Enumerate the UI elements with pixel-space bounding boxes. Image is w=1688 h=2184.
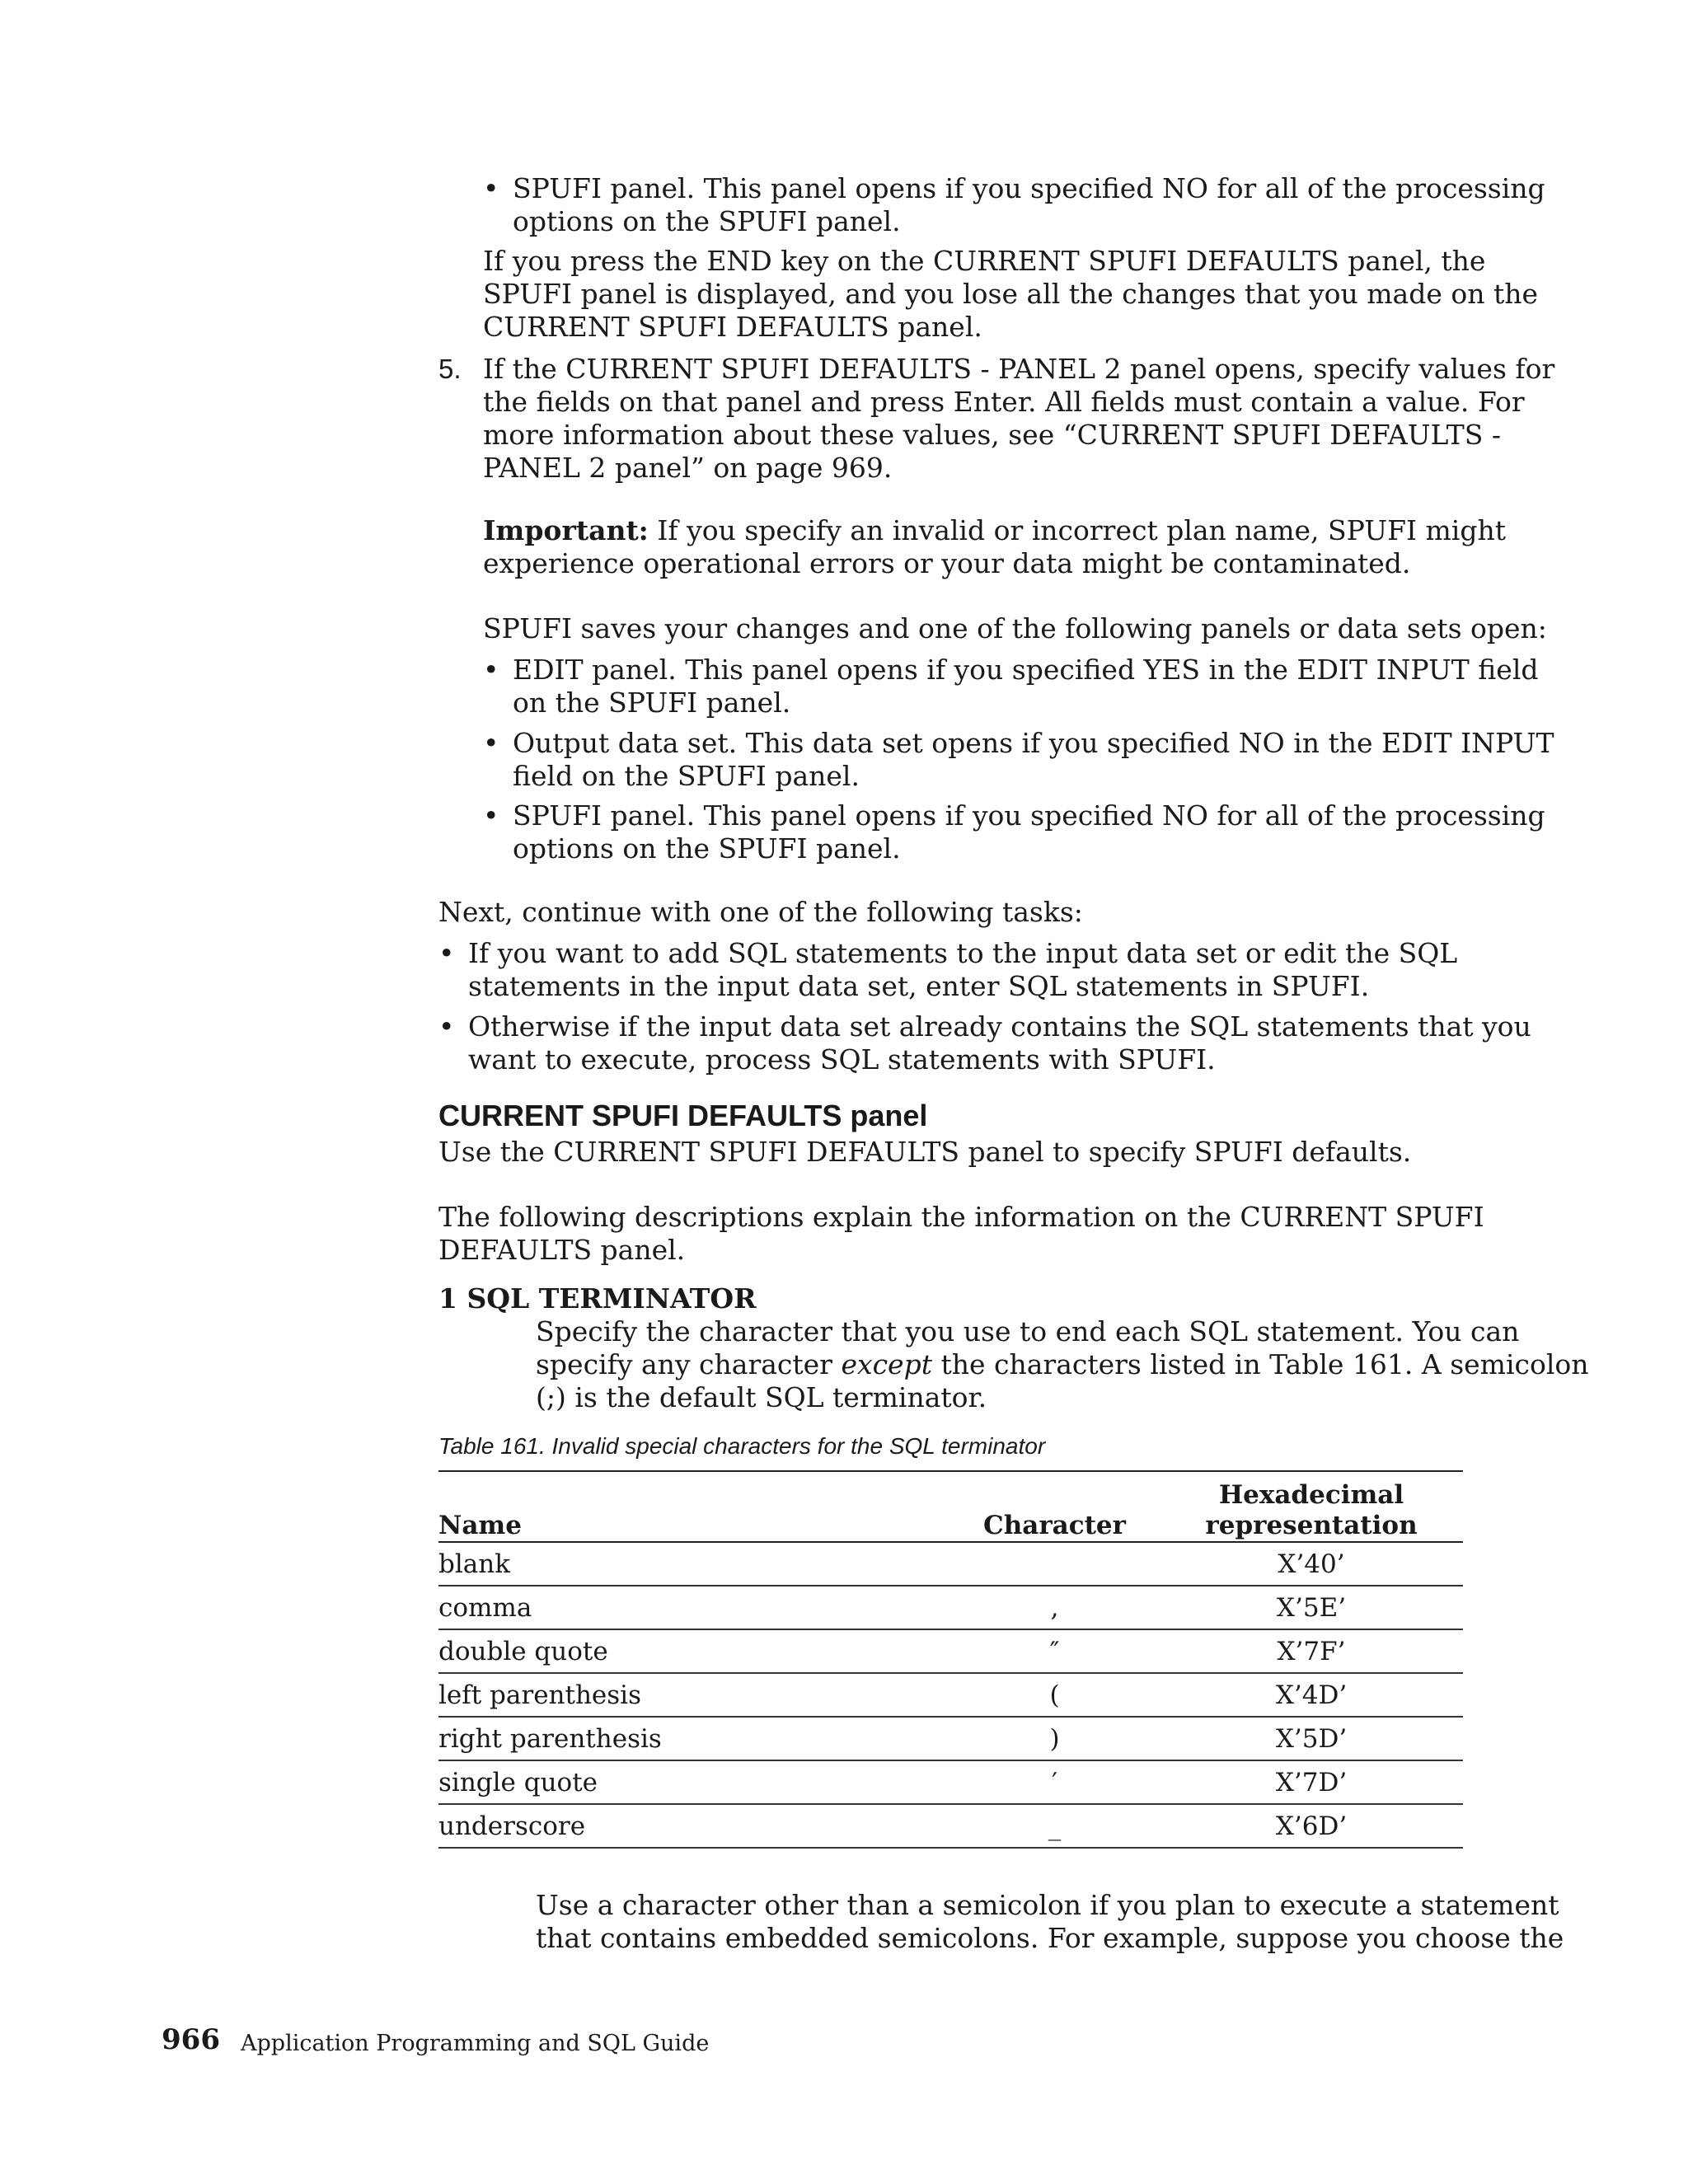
important-note xyxy=(483,514,1506,580)
cell-name: blank xyxy=(438,1549,510,1579)
paragraph: SPUFI saves your changes and one of the following panels or data sets open: xyxy=(483,612,1547,644)
term-title: 1 SQL TERMINATOR xyxy=(438,1282,757,1315)
column-header-hex xyxy=(1160,1471,1463,1542)
text-line: PANEL 2 panel” on page 969. xyxy=(483,452,893,484)
cell-character: _ xyxy=(1048,1811,1062,1841)
list-item-text-line: If you want to add SQL statements to the input data set or edit the SQL xyxy=(468,937,1458,969)
table-header-row xyxy=(438,1471,1463,1542)
text-fragment: specify any character xyxy=(536,1348,842,1380)
cell-name: single quote xyxy=(438,1767,598,1797)
list-item-text-line: statements in the input data set, enter SQL statements in SPUFI. xyxy=(468,970,1370,1002)
step-number: 5. xyxy=(438,354,462,384)
bullet-icon: • xyxy=(438,1010,455,1043)
text-line: the fields on that panel and press Enter. All fields must contain a value. For xyxy=(483,386,1525,418)
cell-name: underscore xyxy=(438,1811,586,1841)
list-item-text-line: on the SPUFI panel. xyxy=(513,687,791,719)
text-fragment: the characters listed in Table 161. A semicolon xyxy=(931,1348,1589,1380)
list-item-text-line: want to execute, process SQL statements with SPUFI. xyxy=(468,1043,1216,1076)
important-label: Important: xyxy=(483,514,649,546)
section-intro: Use the CURRENT SPUFI DEFAULTS panel to specify SPUFI defaults. xyxy=(438,1136,1412,1168)
text-line: (;) is the default SQL terminator. xyxy=(536,1381,987,1413)
cell-character: ( xyxy=(1049,1680,1060,1710)
header-line: representation xyxy=(1205,1511,1418,1540)
text-line: CURRENT SPUFI DEFAULTS panel. xyxy=(483,311,982,343)
page-number: 966 xyxy=(162,2023,220,2056)
text-line: DEFAULTS panel. xyxy=(438,1234,686,1266)
cell-name: left parenthesis xyxy=(438,1680,642,1710)
list-item-text-line: SPUFI panel. This panel opens if you specified NO for all of the processing xyxy=(513,172,1545,204)
cell-hex: X’7D’ xyxy=(1275,1767,1348,1797)
paragraph xyxy=(483,245,1538,344)
invalid-characters-table xyxy=(438,1470,1463,1849)
paragraph xyxy=(438,1201,1484,1267)
text-line: If you specify an invalid or incorrect plan name, SPUFI might xyxy=(657,514,1506,546)
table-row xyxy=(438,1542,1463,1586)
paragraph xyxy=(536,1889,1564,1955)
cell-hex: X’40’ xyxy=(1278,1549,1345,1579)
text-line: SPUFI panel is displayed, and you lose all the changes that you made on the xyxy=(483,278,1538,310)
column-header-character: Character xyxy=(983,1511,1126,1540)
cell-name: comma xyxy=(438,1592,532,1623)
table-row xyxy=(438,1673,1463,1717)
bullet-icon: • xyxy=(483,172,499,204)
list-item-text-line: SPUFI panel. This panel opens if you specified NO for all of the processing xyxy=(513,799,1545,832)
bullet-icon: • xyxy=(483,799,499,832)
table-row xyxy=(438,1586,1463,1629)
cell-name: double quote xyxy=(438,1636,608,1666)
text-line: experience operational errors or your data might be contaminated. xyxy=(483,547,1411,579)
paragraph: Next, continue with one of the following tasks: xyxy=(438,896,1083,928)
cell-name: right parenthesis xyxy=(438,1723,662,1754)
column-header-name: Name xyxy=(438,1511,522,1540)
cell-character: ) xyxy=(1049,1723,1060,1754)
text-line: The following descriptions explain the information on the CURRENT SPUFI xyxy=(438,1201,1484,1233)
list-item-text-line: Output data set. This data set opens if you specified NO in the EDIT INPUT xyxy=(513,727,1554,759)
cell-hex: X’7F’ xyxy=(1277,1636,1346,1666)
text-line: that contains embedded semicolons. For example, suppose you choose the xyxy=(536,1922,1564,1954)
bullet-icon: • xyxy=(483,654,499,686)
table-row xyxy=(438,1760,1463,1804)
text-line: If you press the END key on the CURRENT SPUFI DEFAULTS panel, the xyxy=(483,245,1486,277)
text-line: Use a character other than a semicolon if you plan to execute a statement xyxy=(536,1889,1559,1921)
step-text xyxy=(483,353,1554,485)
list-item-text-line: field on the SPUFI panel. xyxy=(513,760,860,792)
table-row xyxy=(438,1717,1463,1760)
table-caption: Table 161. Invalid special characters for the SQL terminator xyxy=(438,1433,1046,1459)
bullet-icon: • xyxy=(483,727,499,759)
cell-character xyxy=(950,1542,1160,1586)
cell-character: ′ xyxy=(1051,1767,1058,1797)
table-row xyxy=(438,1629,1463,1673)
list-item-text-line: Otherwise if the input data set already contains the SQL statements that you xyxy=(468,1010,1531,1043)
term-definition xyxy=(536,1315,1589,1414)
section-heading: CURRENT SPUFI DEFAULTS panel xyxy=(438,1099,928,1132)
cell-hex: X’6D’ xyxy=(1275,1811,1348,1841)
cell-hex: X’4D’ xyxy=(1275,1680,1348,1710)
header-line: Hexadecimal xyxy=(1218,1480,1404,1510)
text-line: more information about these values, see “CURRENT SPUFI DEFAULTS - xyxy=(483,419,1501,451)
list-item-text-line: EDIT panel. This panel opens if you specified YES in the EDIT INPUT field xyxy=(513,654,1539,686)
cell-character: ″ xyxy=(1049,1636,1060,1666)
cell-hex: X’5D’ xyxy=(1275,1723,1348,1754)
cell-hex: X’5E’ xyxy=(1276,1592,1347,1623)
emphasis: except xyxy=(841,1348,932,1380)
list-item-text-line: options on the SPUFI panel. xyxy=(513,832,901,865)
text-line: Specify the character that you use to end each SQL statement. You can xyxy=(536,1315,1520,1347)
table-row xyxy=(438,1804,1463,1848)
cell-character: , xyxy=(1050,1592,1059,1623)
book-title: Application Programming and SQL Guide xyxy=(241,2031,710,2056)
text-line: If the CURRENT SPUFI DEFAULTS - PANEL 2 panel opens, specify values for xyxy=(483,353,1555,385)
bullet-icon: • xyxy=(438,937,455,969)
list-item-text-line: options on the SPUFI panel. xyxy=(513,205,901,237)
